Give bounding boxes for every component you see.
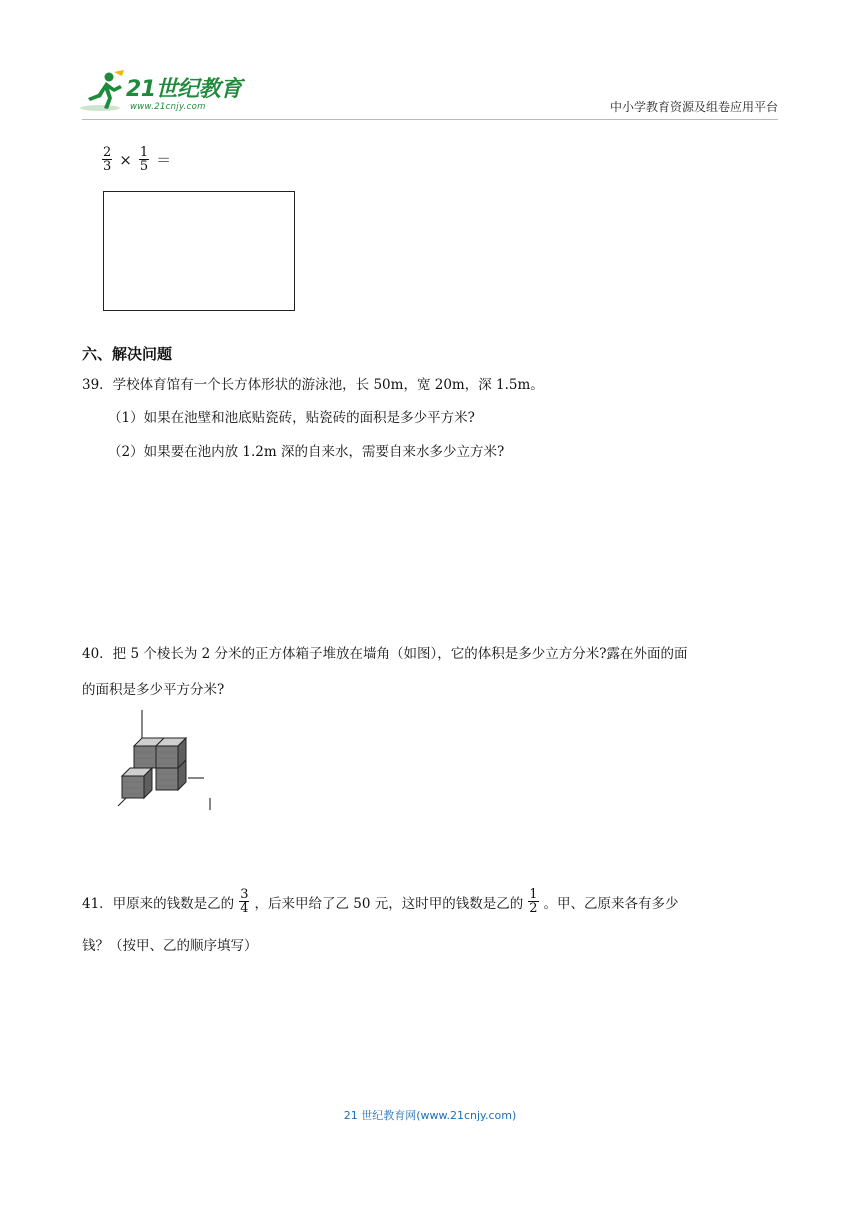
fraction-a — [102, 146, 112, 173]
fraction-three-quarters — [239, 888, 249, 915]
fraction-1-denominator: 4 — [240, 901, 249, 916]
logo-url: www.21cnjy.com — [130, 102, 206, 112]
fraction-b-denominator: 5 — [139, 159, 149, 174]
fraction-2-denominator: 2 — [529, 901, 538, 916]
question-41-text-1: 41．甲原来的钱数是乙的 — [82, 895, 235, 912]
fraction-a-denominator: 3 — [103, 159, 112, 174]
fraction-expression — [100, 146, 173, 173]
question-41-text-3: 。甲、乙原来各有多少 — [543, 895, 679, 912]
fraction-b — [139, 146, 149, 173]
fraction-b-numerator: 1 — [139, 145, 149, 160]
question-40-line-1: 40．把 5 个棱长为 2 分米的正方体箱子堆放在墙角（如图），它的体积是多少立方分米?露在外面的面 — [82, 646, 688, 662]
stacked-cubes-figure — [112, 708, 216, 816]
multiply-sign: × — [119, 150, 132, 169]
fraction-1-numerator: 3 — [240, 887, 249, 902]
header-divider — [82, 119, 778, 120]
equals-sign: ＝ — [156, 151, 172, 169]
answer-box[interactable] — [103, 191, 295, 311]
question-39-part-1: （1）如果在池壁和池底贴瓷砖，贴瓷砖的面积是多少平方米? — [108, 410, 475, 426]
runner-logo-icon — [78, 68, 128, 116]
site-logo — [78, 68, 248, 118]
question-40-line-2: 的面积是多少平方分米? — [82, 682, 225, 698]
fraction-a-numerator: 2 — [103, 145, 112, 160]
header-platform-text: 中小学教育资源及组卷应用平台 — [609, 100, 778, 114]
footer-link[interactable]: 21 世纪教育网(www.21cnjy.com) — [343, 1109, 517, 1122]
logo-text: 21世纪教育 — [126, 77, 242, 102]
fraction-one-half — [528, 888, 538, 915]
question-41-line-1 — [82, 888, 679, 915]
question-39-part-2: （2）如果要在池内放 1.2m 深的自来水，需要自来水多少立方米? — [108, 444, 505, 460]
question-41-line-2: 钱？（按甲、乙的顺序填写） — [82, 938, 258, 954]
fraction-2-numerator: 1 — [529, 887, 538, 902]
question-41-text-2: ，后来甲给了乙 50 元，这时甲的钱数是乙的 — [254, 895, 524, 912]
section-title: 六、解决问题 — [82, 345, 173, 363]
question-39-stem: 39．学校体育馆有一个长方体形状的游泳池，长 50m，宽 20m，深 1.5m。 — [82, 377, 544, 393]
